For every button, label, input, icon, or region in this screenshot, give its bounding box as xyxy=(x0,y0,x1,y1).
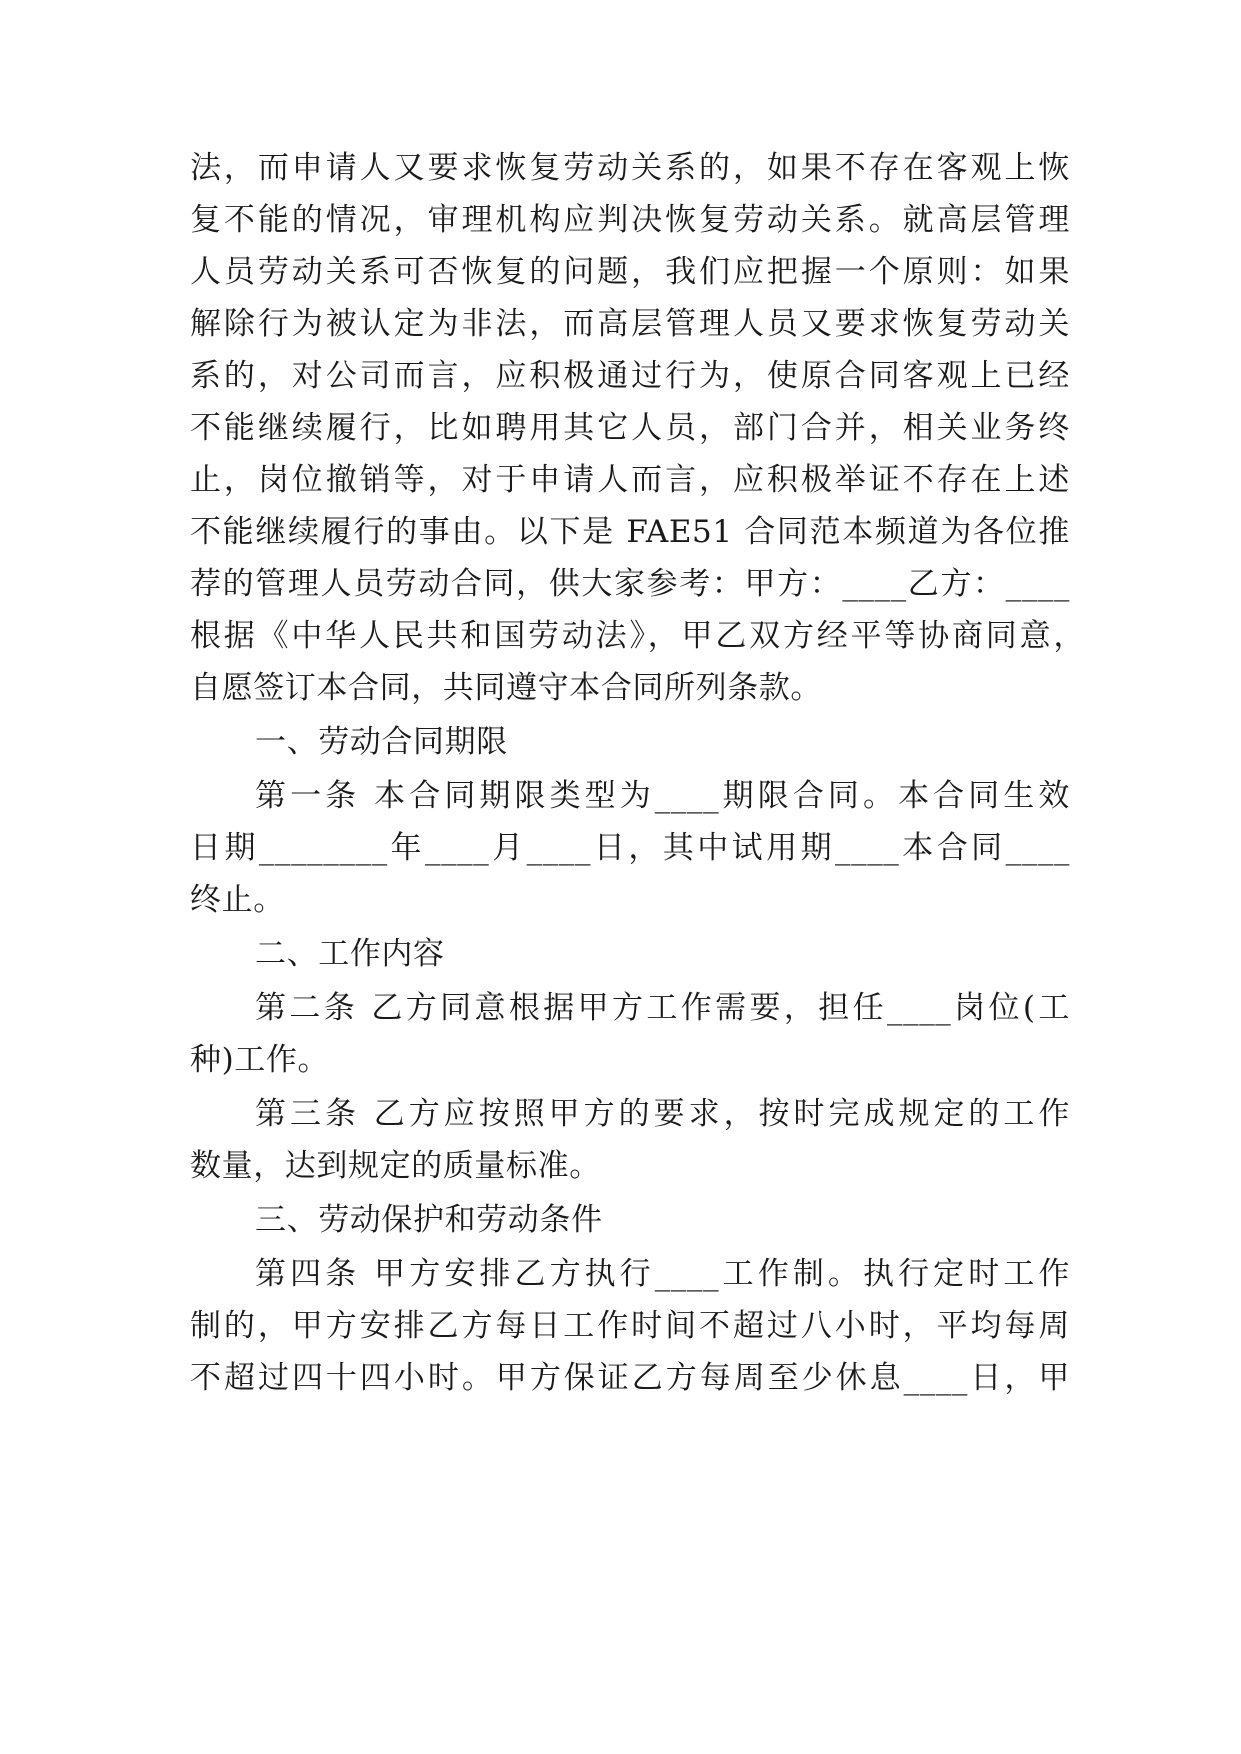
body-text-line: 不超过四十四小时。甲方保证乙方每周至少休息____日，甲 xyxy=(190,1360,1070,1396)
body-text-line: 系的，对公司而言，应积极通过行为，使原合同客观上已经 xyxy=(190,358,1070,394)
body-text-line: 数量，达到规定的质量标准。 xyxy=(190,1148,601,1184)
body-text-line: 自愿签订本合同，共同遵守本合同所列条款。 xyxy=(190,670,822,706)
article-text-line: 第四条 甲方安排乙方执行____工作制。执行定时工作 xyxy=(255,1256,1070,1292)
body-text-line: 法，而申请人又要求恢复劳动关系的，如果不存在客观上恢 xyxy=(190,150,1070,186)
body-text-line: 解除行为被认定为非法，而高层管理人员又要求恢复劳动关 xyxy=(190,306,1070,342)
body-text-line: 止，岗位撤销等，对于申请人而言，应积极举证不存在上述 xyxy=(190,462,1070,498)
section-heading: 三、劳动保护和劳动条件 xyxy=(255,1202,603,1238)
body-text-line: 终止。 xyxy=(190,882,285,918)
body-text-line: 根据《中华人民共和国劳动法》，甲乙双方经平等协商同意， xyxy=(190,618,1085,654)
body-text-line: 制的，甲方安排乙方每日工作时间不超过八小时，平均每周 xyxy=(190,1308,1070,1344)
body-text-line: 不能继续履行，比如聘用其它人员，部门合并，相关业务终 xyxy=(190,410,1070,446)
article-text-line: 第三条 乙方应按照甲方的要求，按时完成规定的工作 xyxy=(255,1096,1070,1132)
article-text-line: 第二条 乙方同意根据甲方工作需要，担任____岗位(工 xyxy=(255,990,1070,1026)
body-text-line: 不能继续履行的事由。以下是 FAE51 合同范本频道为各位推 xyxy=(190,514,1070,550)
section-heading: 一、劳动合同期限 xyxy=(255,724,508,760)
body-text-line: 人员劳动关系可否恢复的问题，我们应把握一个原则：如果 xyxy=(190,254,1070,290)
article-text-line: 第一条 本合同期限类型为____期限合同。本合同生效 xyxy=(255,778,1070,814)
body-text-line: 荐的管理人员劳动合同，供大家参考：甲方：____乙方：____ xyxy=(190,566,1070,602)
section-heading: 二、工作内容 xyxy=(255,936,445,972)
body-text-line: 种)工作。 xyxy=(190,1042,330,1078)
body-text-line: 复不能的情况，审理机构应判决恢复劳动关系。就高层管理 xyxy=(190,202,1070,238)
body-text-line: 日期________年____月____日，其中试用期____本合同____ xyxy=(190,830,1070,866)
